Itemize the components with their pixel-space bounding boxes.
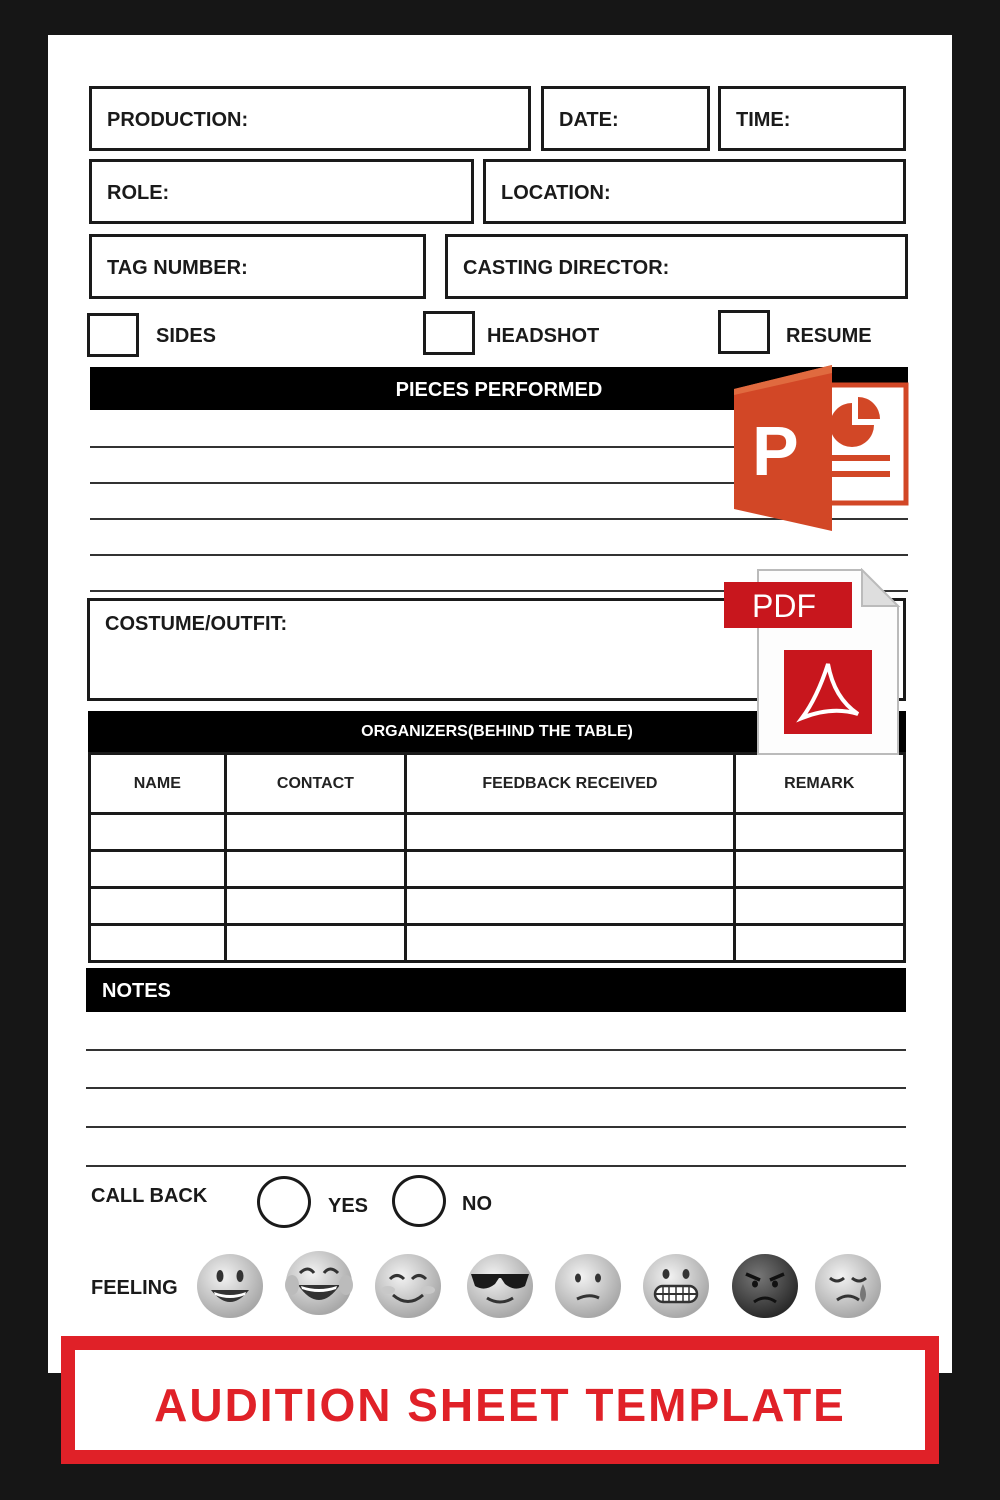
production-label: PRODUCTION: — [107, 109, 249, 131]
table-row — [90, 888, 905, 925]
organizers-table — [88, 752, 906, 963]
resume-checkbox[interactable] — [718, 310, 770, 354]
yes-radio[interactable] — [257, 1176, 311, 1228]
name-column-header: NAME — [90, 754, 226, 814]
call-back-label: CALL BACK — [91, 1185, 208, 1207]
headshot-checkbox[interactable] — [423, 311, 475, 355]
yes-label: YES — [328, 1195, 369, 1217]
powerpoint-icon — [732, 363, 912, 533]
costume-label: COSTUME/OUTFIT: — [105, 613, 288, 635]
table-cell[interactable] — [734, 814, 904, 851]
no-label: NO — [462, 1193, 492, 1215]
table-row — [90, 851, 905, 888]
table-cell[interactable] — [225, 814, 406, 851]
resume-label: RESUME — [786, 325, 872, 347]
table-row — [90, 814, 905, 851]
table-cell[interactable] — [406, 814, 734, 851]
casting-director-label: CASTING DIRECTOR: — [463, 257, 670, 279]
grinning-face-icon[interactable] — [195, 1252, 265, 1320]
tag-number-field[interactable] — [89, 234, 426, 299]
table-cell[interactable] — [734, 851, 904, 888]
table-cell[interactable] — [406, 851, 734, 888]
tears-of-joy-icon[interactable] — [284, 1249, 354, 1317]
table-cell[interactable] — [734, 925, 904, 962]
pdf-label: PDF — [752, 588, 816, 624]
table-cell[interactable] — [406, 925, 734, 962]
table-cell[interactable] — [90, 851, 226, 888]
sides-label: SIDES — [156, 325, 217, 347]
headshot-label: HEADSHOT — [487, 325, 600, 347]
feeling-label: FEELING — [91, 1277, 178, 1299]
sides-checkbox[interactable] — [87, 313, 139, 357]
contact-column-header: CONTACT — [225, 754, 406, 814]
tag-number-label: TAG NUMBER: — [107, 257, 248, 279]
time-label: TIME: — [736, 109, 791, 131]
production-field[interactable] — [89, 86, 531, 151]
location-label: LOCATION: — [501, 182, 611, 204]
pdf-icon — [722, 568, 902, 758]
notes-line[interactable] — [86, 1049, 906, 1051]
notes-header — [86, 968, 906, 1012]
confused-face-icon[interactable] — [553, 1252, 623, 1320]
table-cell[interactable] — [225, 925, 406, 962]
table-cell[interactable] — [406, 888, 734, 925]
notes-title: NOTES — [102, 980, 171, 1002]
pieces-line[interactable] — [90, 554, 908, 556]
role-label: ROLE: — [107, 182, 170, 204]
remark-column-header: REMARK — [734, 754, 904, 814]
table-cell[interactable] — [90, 925, 226, 962]
powerpoint-letter: P — [752, 412, 799, 490]
pieces-performed-title: PIECES PERFORMED — [395, 379, 603, 401]
title-banner — [61, 1336, 939, 1464]
sunglasses-face-icon[interactable] — [465, 1252, 535, 1320]
table-cell[interactable] — [225, 888, 406, 925]
angry-face-icon[interactable] — [730, 1252, 800, 1320]
date-label: DATE: — [559, 109, 619, 131]
crying-face-icon[interactable] — [813, 1252, 883, 1320]
table-cell[interactable] — [225, 851, 406, 888]
date-field[interactable] — [541, 86, 710, 151]
notes-line[interactable] — [86, 1087, 906, 1089]
table-row — [90, 925, 905, 962]
role-field[interactable] — [89, 159, 474, 224]
location-field[interactable] — [483, 159, 906, 224]
table-cell[interactable] — [90, 814, 226, 851]
table-cell[interactable] — [90, 888, 226, 925]
time-field[interactable] — [718, 86, 906, 151]
no-radio[interactable] — [392, 1175, 446, 1227]
grimacing-face-icon[interactable] — [641, 1252, 711, 1320]
feedback-column-header: FEEDBACK RECEIVED — [406, 754, 734, 814]
smiling-blush-icon[interactable] — [373, 1252, 443, 1320]
casting-director-field[interactable] — [445, 234, 908, 299]
notes-line[interactable] — [86, 1126, 906, 1128]
organizers-title: ORGANIZERS(BEHIND THE TABLE) — [361, 723, 633, 740]
banner-title: AUDITION SHEET TEMPLATE — [154, 1379, 846, 1431]
notes-line[interactable] — [86, 1165, 906, 1167]
table-header-row — [90, 754, 905, 814]
table-cell[interactable] — [734, 888, 904, 925]
